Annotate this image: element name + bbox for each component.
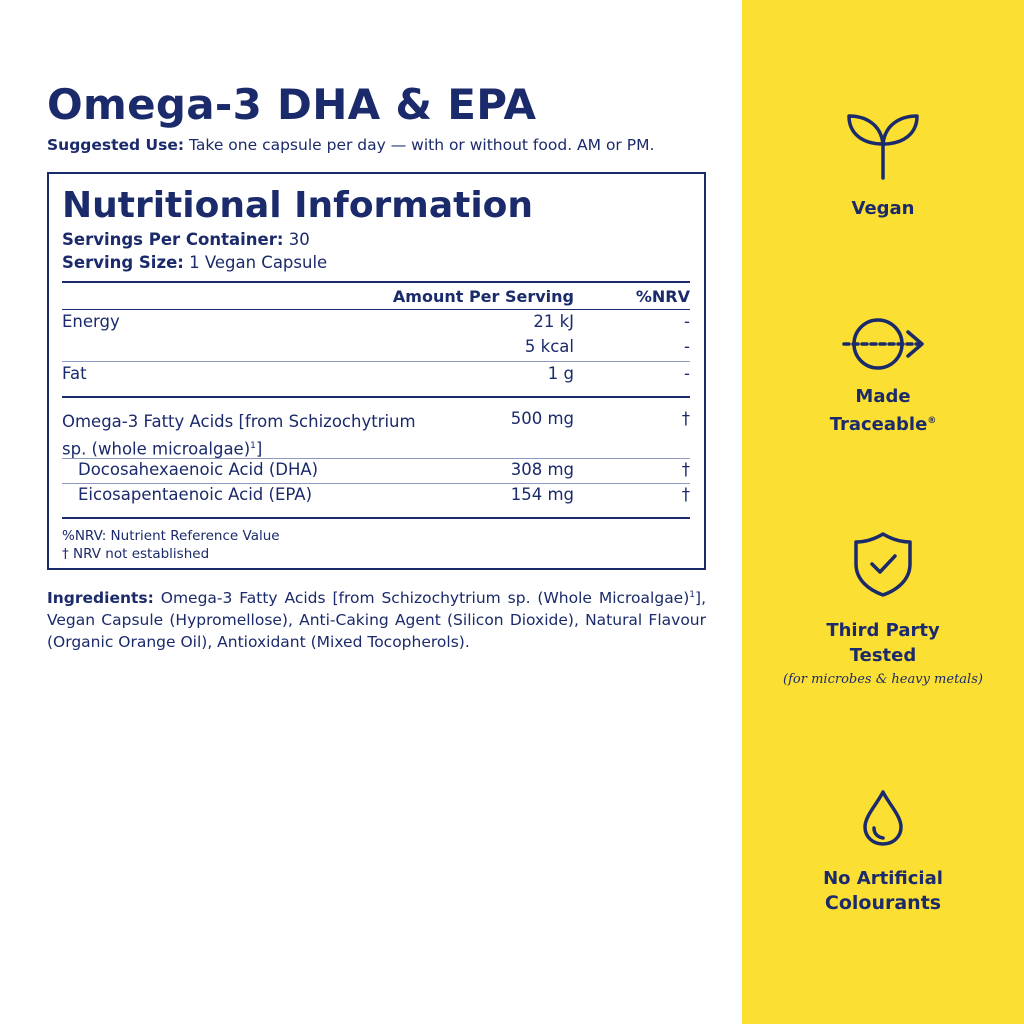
registered-mark: ® — [927, 416, 937, 426]
traceable-arrow-icon — [838, 316, 928, 372]
table-row — [62, 312, 690, 337]
row-amount: 21 kJ — [533, 312, 574, 331]
row-label-line-1: Omega-3 Fatty Acids [from Schizochytrium — [62, 412, 416, 431]
servings-label: Servings Per Container: — [62, 230, 284, 249]
footnote-mark: 1 — [250, 441, 256, 451]
table-header — [62, 281, 690, 310]
footnote-nrv: %NRV: Nutrient Reference Value — [62, 528, 280, 544]
table-row — [62, 398, 690, 459]
table-row — [62, 459, 690, 484]
sprout-icon — [845, 108, 921, 182]
row-amount: 500 mg — [510, 409, 574, 428]
row-amount: 308 mg — [510, 460, 574, 479]
table-row — [62, 484, 690, 519]
ingredients-label: Ingredients: — [47, 589, 154, 608]
badge-third-party-tested — [742, 530, 1024, 690]
table-row — [62, 362, 690, 398]
row-label: Fat — [62, 364, 87, 383]
ingredients-text-2: ], Vegan Capsule (Hypromellose), Anti-Caking Agent (Silicon Dioxide), Natural Flavour (Organic Orange Oil), Antioxidant (Mixed Tocopherols). — [47, 589, 706, 652]
row-nrv: - — [684, 337, 690, 356]
badge-tested-line-2: Tested — [849, 645, 917, 666]
row-nrv: † — [681, 485, 690, 504]
badge-vegan — [742, 108, 1024, 221]
serving-size-value: 1 Vegan Capsule — [189, 253, 328, 272]
suggested-use-label: Suggested Use: — [47, 136, 185, 154]
nutrition-table — [47, 172, 706, 570]
row-label: Energy — [62, 312, 120, 331]
badge-traceable-line-1: Made — [855, 386, 911, 407]
row-nrv: † — [681, 460, 690, 479]
badge-colourants-line-1: No Artificial — [823, 868, 943, 889]
row-label: Docosahexaenoic Acid (DHA) — [78, 460, 319, 479]
footnote-dagger: † NRV not established — [62, 546, 210, 562]
row-label-line-2-end: ] — [255, 439, 263, 459]
suggested-use-text: Take one capsule per day — with or without food. AM or PM. — [189, 136, 655, 154]
suggested-use — [47, 136, 747, 154]
row-amount: 154 mg — [510, 485, 574, 504]
column-header-amount: Amount Per Serving — [392, 287, 574, 306]
table-row — [62, 337, 690, 362]
servings-value: 30 — [288, 230, 310, 249]
row-label-line-2-text: sp. (whole microalgae) — [62, 439, 251, 459]
serving-size — [62, 251, 690, 274]
serving-size-label: Serving Size: — [62, 253, 184, 272]
row-label-line-2 — [62, 434, 416, 462]
badge-colourants-line-2: Colourants — [824, 892, 942, 914]
ingredients-text-1: Omega-3 Fatty Acids [from Schizochytrium sp. (Whole Microalgae) — [160, 589, 690, 608]
ingredients-footnote-mark: 1 — [689, 590, 696, 600]
badge-tested-note: (for microbes & heavy metals) — [783, 672, 983, 687]
label-panel — [47, 0, 707, 1024]
badge-panel — [742, 0, 1024, 1024]
badge-no-artificial-colourants — [742, 788, 1024, 916]
badge-traceable-line-2 — [742, 409, 1024, 437]
badge-traceable-text: Traceable — [829, 414, 928, 435]
row-nrv: † — [681, 409, 690, 428]
nutrition-title: Nutritional Information — [62, 185, 534, 226]
row-amount: 5 kcal — [524, 337, 574, 356]
row-nrv: - — [684, 312, 690, 331]
table-footnotes — [62, 527, 690, 563]
badge-traceable — [742, 316, 1024, 437]
droplet-icon — [859, 788, 907, 848]
shield-check-icon — [851, 530, 915, 598]
row-amount: 1 g — [547, 364, 574, 383]
ingredients — [47, 584, 706, 653]
badge-vegan-label: Vegan — [851, 198, 915, 219]
column-header-nrv: %NRV — [635, 287, 690, 306]
product-title: Omega-3 DHA & EPA — [47, 80, 537, 129]
badge-tested-line-1: Third Party — [826, 620, 940, 641]
servings-per-container — [62, 228, 690, 251]
row-nrv: - — [684, 364, 690, 383]
row-label: Eicosapentaenoic Acid (EPA) — [78, 485, 313, 504]
row-label — [62, 409, 416, 462]
